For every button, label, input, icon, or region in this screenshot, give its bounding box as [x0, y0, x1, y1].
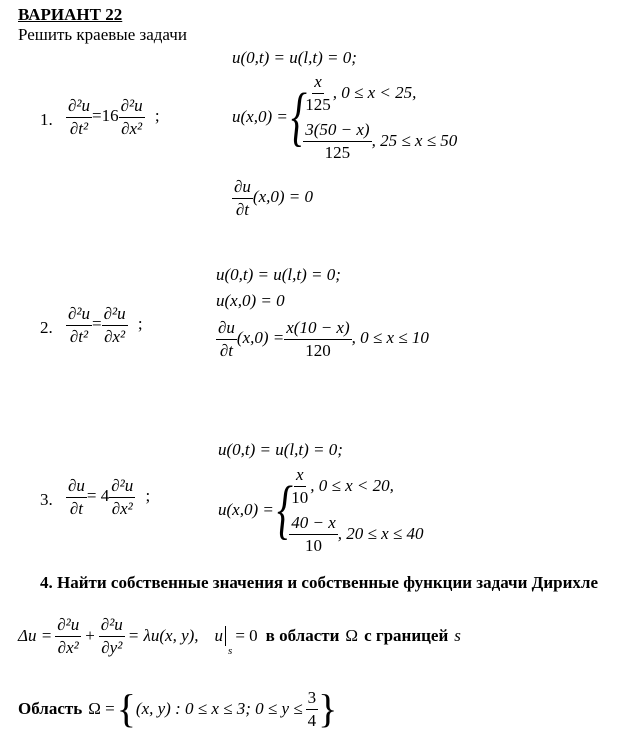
problem-3-number: 3.	[40, 490, 53, 509]
problem-2-number: 2.	[40, 318, 53, 337]
problem-2-equation: $\frac{\text{∂²u}}{\text{∂t²}}$ = $\frac{\text{∂²u}}{\text{∂x²}}$ ;	[68, 304, 143, 346]
problem-2-initial-condition: u(x,0) = 0	[216, 291, 285, 310]
problem-2-boundary-condition: u(0,t) = u(l,t) = 0;	[216, 265, 341, 284]
problem-3-boundary-condition: u(0,t) = u(l,t) = 0;	[218, 440, 343, 459]
problem-3-initial-condition: u(x,0) = { $\frac{x}{10}$ , 0 ≤ x < 20, $\frac{40 - x}{10}$ , 20 ≤ x ≤ 40	[218, 465, 424, 555]
problem-1-velocity-condition: $\frac{\partial u}{\partial t}$ (x,0) = 0	[234, 177, 313, 219]
problem-4-heading: 4. Найти собственные значения и собственные функции задачи Дирихле	[40, 573, 598, 592]
problem-2-velocity-condition: $\frac{\partial u}{\partial t}$ (x,0) = $\frac{x(10 - x)}{120}$ , 0 ≤ x ≤ 10	[218, 318, 429, 360]
problem-1-initial-condition: u(x,0) = { $\frac{x}{125}$ , 0 ≤ x < 25, $\frac{3(50 - x)}{125}$ , 25 ≤ x ≤ 50	[232, 72, 458, 162]
problem-1-equation: $\frac{\text{∂²u}}{\text{∂t²}}$ =16 $\frac{\text{∂²u}}{\text{∂x²}}$ ;	[68, 96, 160, 138]
problem-4-laplace-equation: Δu = $\frac{\text{∂²u}}{\text{∂x²}}$ + $\frac{\text{∂²u}}{\text{∂y²}}$ = λu(x, y), u $_s$ = 0 в области Ω с границей s	[18, 615, 461, 658]
problem-3-equation: $\frac{\partial u}{\partial t}$ = 4 $\frac{\text{∂²u}}{\text{∂x²}}$ ;	[68, 476, 151, 518]
problem-1-boundary-condition: u(0,t) = u(l,t) = 0;	[232, 48, 357, 67]
page-subtitle: Решить краевые задачи	[18, 25, 187, 44]
problem-1-number: 1.	[40, 110, 53, 129]
page-title: ВАРИАНТ 22	[18, 5, 123, 24]
problem-4-domain: Область Ω = { (x, y) : 0 ≤ x ≤ 3; 0 ≤ y ≤ $\frac{3}{4}$ }	[18, 686, 338, 732]
